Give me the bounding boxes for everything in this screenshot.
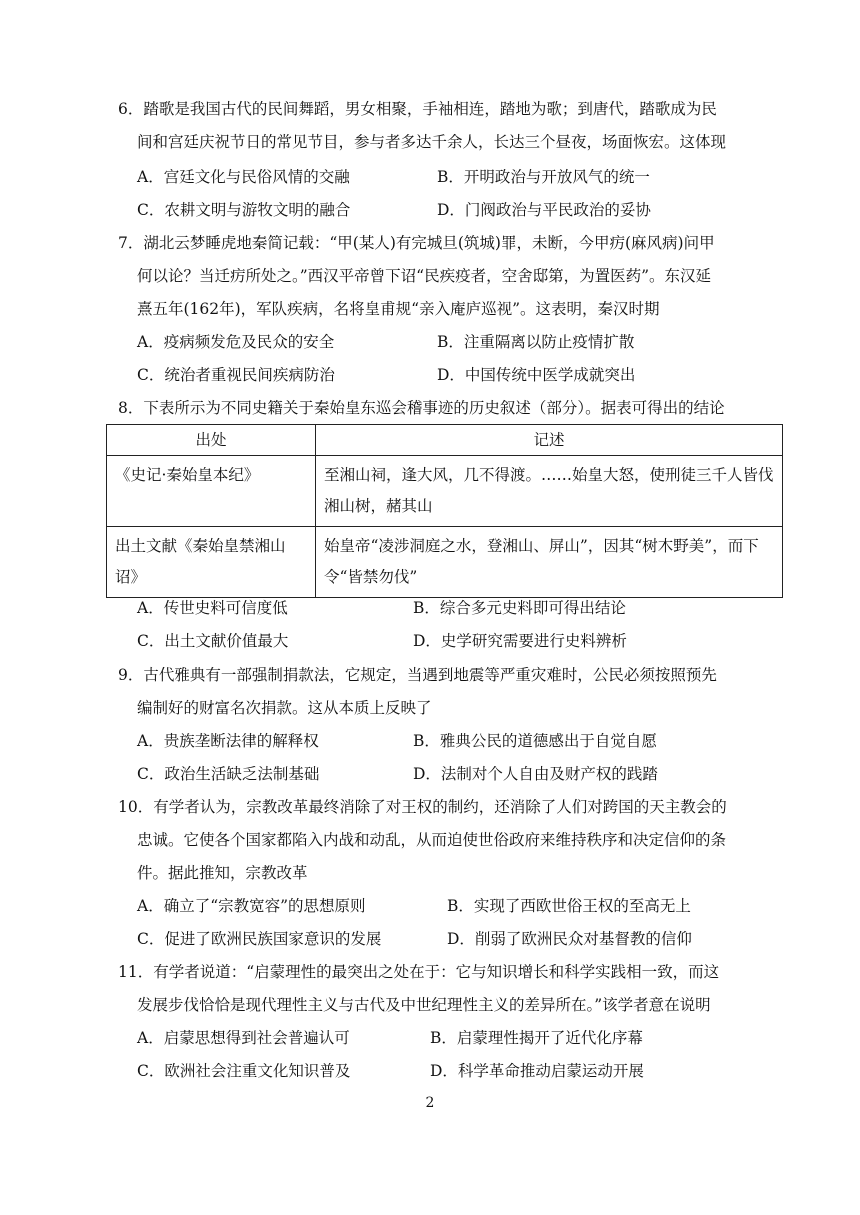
question-6-option-b: B．开明政治与开放风气的统一	[437, 168, 650, 186]
table-cell-record: 始皇帝“凌涉洞庭之水，登湘山、屏山”，因其“树木野美”，而下令“皆禁勿伐”	[316, 527, 783, 598]
question-10-option-a: A．确立了“宗教宽容”的思想原则	[137, 897, 366, 915]
question-8-option-a: A．传世史料可信度低	[137, 599, 288, 617]
question-9-option-d: D．法制对个人自由及财产权的践踏	[413, 765, 658, 783]
question-10-stem-line-1: 10．有学者认为，宗教改革最终消除了对王权的制约，还消除了人们对跨国的天主教会的	[118, 798, 727, 816]
question-10-stem-line-3: 件。据此推知，宗教改革	[137, 864, 308, 882]
question-11-option-d: D．科学革命推动启蒙运动开展	[430, 1062, 644, 1080]
table-header-record: 记述	[316, 425, 783, 456]
question-6-stem-line-1: 6．踏歌是我国古代的民间舞蹈，男女相聚，手袖相连，踏地为歌；到唐代，踏歌成为民	[118, 100, 717, 118]
question-9-stem-line-2: 编制好的财富名次捐款。这从本质上反映了	[137, 699, 432, 717]
question-6-option-c: C．农耕文明与游牧文明的融合	[137, 201, 351, 219]
question-7-stem-line-3: 熹五年(162年)，军队疾病，名将皇甫规“亲入庵庐巡视”。这表明，秦汉时期	[137, 300, 660, 318]
question-7-stem-line-2: 何以论？当迁疠所处之。”西汉平帝曾下诏“民疾疫者，空舍邸第，为置医药”。东汉延	[137, 267, 712, 285]
source-table	[106, 424, 783, 598]
question-7-option-b: B．注重隔离以防止疫情扩散	[437, 333, 635, 351]
question-7-stem-line-1: 7．湖北云梦睡虎地秦简记载：“甲(某人)有完城旦(筑城)罪，未断，今甲疠(麻风病)问甲	[118, 234, 715, 252]
question-6-option-a: A．宫廷文化与民俗风情的交融	[137, 168, 350, 186]
table-cell-source: 《史记·秦始皇本纪》	[107, 456, 316, 527]
table-row	[107, 456, 783, 527]
question-8-option-d: D．史学研究需要进行史料辨析	[413, 632, 627, 650]
table-cell-source: 出土文献《秦始皇禁湘山诏》	[107, 527, 316, 598]
question-9-option-c: C．政治生活缺乏法制基础	[137, 765, 320, 783]
question-11-option-a: A．启蒙思想得到社会普遍认可	[137, 1029, 350, 1047]
table-cell-record: 至湘山祠，逢大风，几不得渡。……始皇大怒，使刑徒三千人皆伐湘山树，赭其山	[316, 456, 783, 527]
question-7-option-a: A．疫病频发危及民众的安全	[137, 333, 335, 351]
question-11-stem-line-2: 发展步伐恰恰是现代理性主义与古代及中世纪理性主义的差异所在。”该学者意在说明	[137, 996, 711, 1014]
question-10-option-d: D．削弱了欧洲民众对基督教的信仰	[447, 930, 692, 948]
question-10-option-b: B．实现了西欧世俗王权的至高无上	[447, 897, 691, 915]
question-11-option-c: C．欧洲社会注重文化知识普及	[137, 1062, 351, 1080]
question-10-stem-line-2: 忠诚。它使各个国家都陷入内战和动乱，从而迫使世俗政府来维持秩序和决定信仰的条	[137, 831, 727, 849]
table-row	[107, 527, 783, 598]
page-number: 2	[425, 1095, 435, 1111]
question-9-stem-line-1: 9．古代雅典有一部强制捐款法，它规定，当遇到地震等严重灾难时，公民必须按照预先	[118, 666, 717, 684]
question-11-option-b: B．启蒙理性揭开了近代化序幕	[430, 1029, 643, 1047]
question-8-stem-line-1: 8．下表所示为不同史籍关于秦始皇东巡会稽事迹的历史叙述（部分）。据表可得出的结论	[118, 399, 725, 417]
question-6-option-d: D．门阀政治与平民政治的妥协	[437, 201, 651, 219]
question-7-option-c: C．统治者重视民间疾病防治	[137, 366, 335, 384]
question-9-option-a: A．贵族垄断法律的解释权	[137, 732, 319, 750]
question-11-stem-line-1: 11．有学者说道：“启蒙理性的最突出之处在于：它与知识增长和科学实践相一致，而这	[118, 963, 720, 981]
question-8-option-b: B．综合多元史料即可得出结论	[413, 599, 626, 617]
question-8-option-c: C．出土文献价值最大	[137, 632, 289, 650]
question-6-stem-line-2: 间和宫廷庆祝节日的常见节目，参与者多达千余人，长达三个昼夜，场面恢宏。这体现	[137, 133, 727, 151]
question-10-option-c: C．促进了欧洲民族国家意识的发展	[137, 930, 382, 948]
table-header-source: 出处	[107, 425, 316, 456]
question-7-option-d: D．中国传统中医学成就突出	[437, 366, 636, 384]
table-header-row	[107, 425, 783, 456]
question-9-option-b: B．雅典公民的道德感出于自觉自愿	[413, 732, 657, 750]
